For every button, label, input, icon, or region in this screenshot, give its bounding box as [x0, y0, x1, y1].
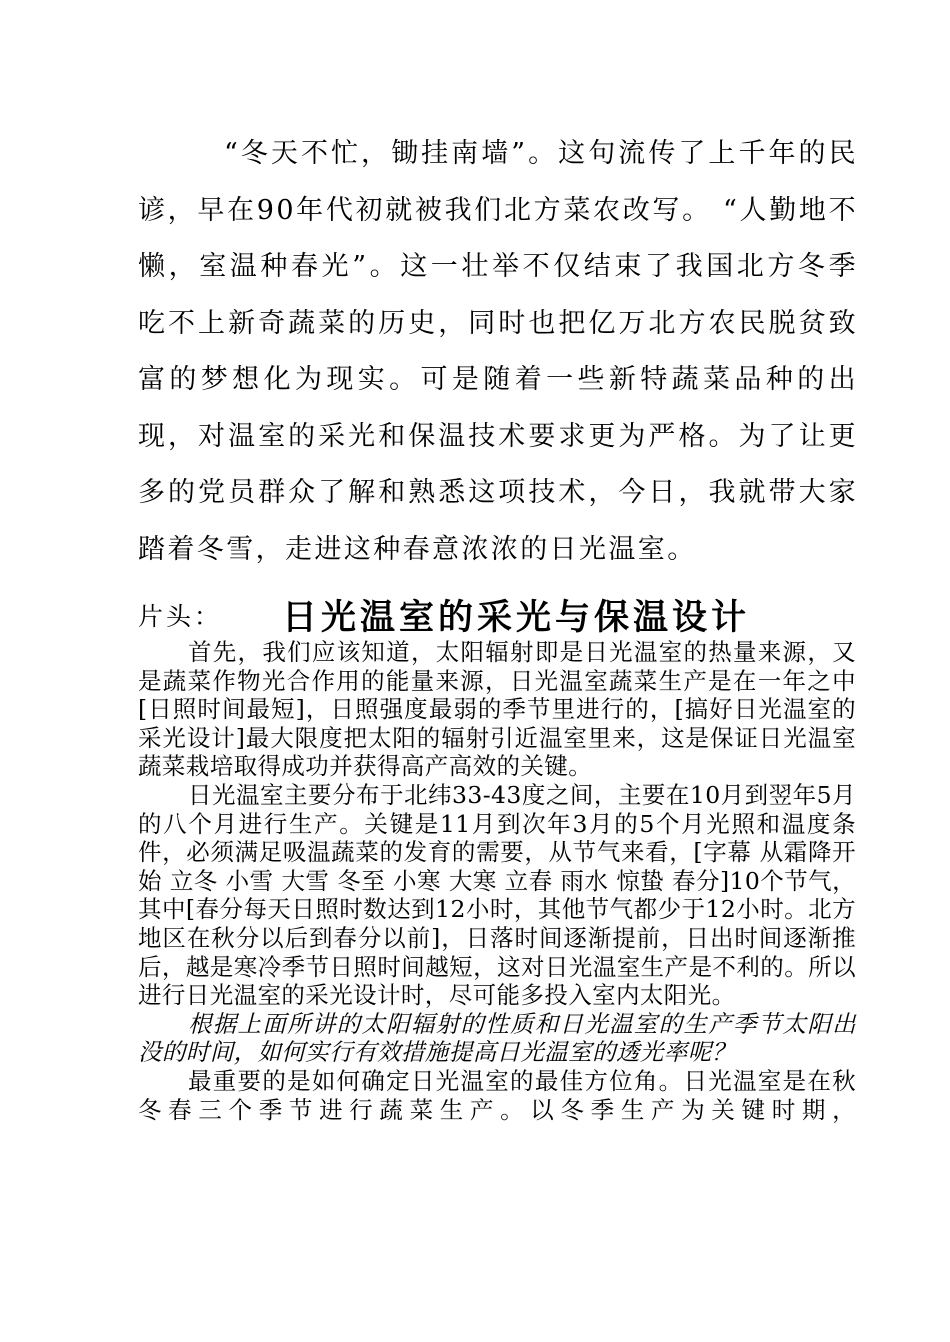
body-paragraph-2: 日光温室主要分布于北纬33-43度之间，主要在10月到翌年5月的八个月进行生产。关键是11月到次年3月的5个月光照和温度条件，必须满足吸温蔬菜的发育的需要，从节气来看，[字幕 从霜降开始 立冬 小雪 大雪 冬至 小寒 大寒 立春 雨水 惊蛰 春分]10个节气， 其中[春分每天日照时数达到12小时，其他节气都少于12小时。北方地区在秋分以后到春分以前]，日落时间逐渐提前，日出时间逐渐推后，越是寒冷季节日照时间越短，这对日光温室生产是不利的。所以进行日光温室的采光设计时，尽可能多投入室内太阳光。 [138, 780, 856, 1010]
section-label: 片头： [138, 602, 223, 631]
body-paragraph-4: 最重要的是如何确定日光温室的最佳方位角。日光温室是在秋冬春三个季节进行蔬菜生产。以冬季生产为关键时期， [138, 1066, 856, 1124]
section-title: 日光温室的采光与保温设计 [282, 598, 751, 638]
intro-section [138, 126, 858, 578]
section-heading [138, 590, 898, 640]
body-paragraph-1: 首先，我们应该知道，太阳辐射即是日光温室的热量来源，又是蔬菜作物光合作用的能量来源，日光温室蔬菜生产是在一年之中[日照时间最短]，日照强度最弱的季节里进行的，[搞好日光温室的采光设计]最大限度把太阳的辐射引近温室里来，这是保证日光温室蔬菜栽培取得成功并获得高产高效的关键。 [138, 638, 856, 781]
body-paragraph-question: 根据上面所讲的太阳辐射的性质和日光温室的生产季节太阳出没的时间，如何实行有效措施提高日光温室的透光率呢？ [138, 1009, 856, 1067]
body-section [138, 638, 856, 1124]
intro-paragraph: “冬天不忙，锄挂南墙”。这句流传了上千年的民谚，早在90年代初就被我们北方菜农改写。 “人勤地不懒，室温种春光”。这一壮举不仅结束了我国北方冬季吃不上新奇蔬菜的历史，同时也把亿万北方农民脱贫致富的梦想化为现实。可是随着一些新特蔬菜品种的出现，对温室的采光和保温技术要求更为严格。为了让更多的党员群众了解和熟悉这项技术，今日，我就带大家踏着冬雪，走进这种春意浓浓的日光温室。 [138, 138, 858, 565]
